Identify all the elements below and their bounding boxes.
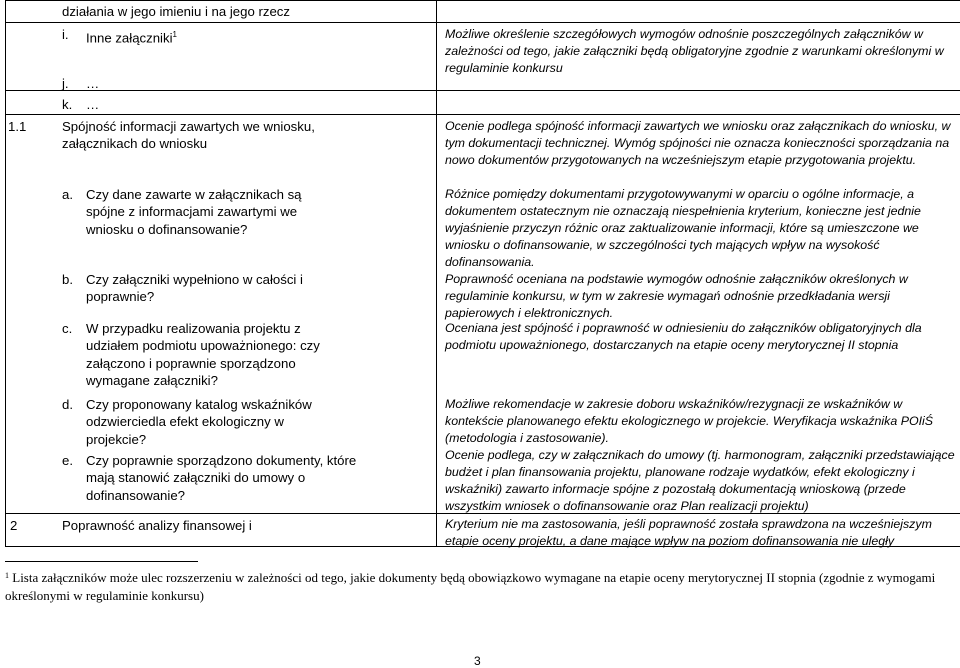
- item-e-number: e.: [62, 453, 73, 468]
- item-e-label: Czy poprawnie sporządzono dokumenty, które mają stanowić załączniki do umowy o dofinansowanie?: [86, 453, 357, 503]
- item-j-label: …: [86, 76, 100, 91]
- item-e-description: Ocenie podlega, czy w załącznikach do umowy (tj. harmonogram, załączniki przedstawiające budżet i plan finansowania projektu, planowane rodzaje wydatków, efekt ekologiczny i wskaźniki) zawarto informacje spójne z pozostałą dokumentacją wnioskową (przede wszystkim wniosek o dofinansowanie oraz Plan realizacji projektu): [445, 448, 955, 513]
- section-2-title: Poprawność analizy finansowej i: [62, 518, 252, 533]
- page-number: 3: [474, 654, 481, 668]
- footnote: $^1$ Lista załączników może ulec rozszerzeniu w zależności od tego, jakie dokumenty będą obowiązkowo wymagane na etapie oceny merytorycznej II stopnia (zgodnie z wymogami określonymi w regulaminie konkursu): [5, 570, 936, 603]
- item-c-number: c.: [62, 321, 73, 336]
- row-divider: [5, 0, 960, 1]
- section-1-1-title: Spójność informacji zawartych we wniosku, załącznikach do wniosku: [62, 119, 315, 152]
- column-divider: [436, 0, 437, 546]
- section-1-1-number: 1.1: [8, 119, 27, 134]
- item-d-label: Czy proponowany katalog wskaźników odzwierciedla efekt ekologiczny w projekcie?: [86, 397, 312, 447]
- item-i-description: Możliwe określenie szczegółowych wymogów odnośnie poszczególnych załączników w zależności od tego, jakie załączniki będą obligatoryjne zgodnie z warunkami określonymi w regulaminie konkursu: [445, 27, 944, 75]
- section-2-description: Kryterium nie ma zastosowania, jeśli poprawność została sprawdzona na wcześniejszym etapie oceny projektu, a dane mające wpływ na poziom dofinansowania nie uległy: [445, 517, 932, 548]
- item-b-label: Czy załączniki wypełniono w całości i poprawnie?: [86, 272, 303, 305]
- row-divider: [5, 90, 960, 91]
- item-k-number: k.: [62, 97, 73, 112]
- item-k-label: …: [86, 97, 100, 112]
- item-j-number: j.: [62, 76, 69, 91]
- footnote-separator: [5, 561, 198, 562]
- top-row-text: działania w jego imieniu i na jego rzecz: [62, 4, 290, 19]
- item-d-number: d.: [62, 397, 73, 412]
- item-b-number: b.: [62, 272, 73, 287]
- section-2-number: 2: [10, 518, 18, 533]
- item-i-number: i.: [62, 27, 69, 42]
- item-c-label: W przypadku realizowania projektu z udziałem podmiotu upoważnionego: czy załączono i poprawnie sporządzono wymagane załączniki?: [86, 321, 320, 389]
- item-b-description: Poprawność oceniana na podstawie wymogów odnośnie załączników określonych w regulaminie konkursu, w tym w zakresie wymagań odnośnie przedkładania wersji papierowych i elektronicznych.: [445, 272, 908, 320]
- item-d-description: Możliwe rekomendacje w zakresie doboru wskaźników/rezygnacji ze wskaźników w kontekście planowanego efektu ekologicznego w projekcie. Weryfikacja wskaźnika POIiŚ (metodologia i zastosowanie).: [445, 397, 934, 445]
- row-divider: [5, 22, 960, 23]
- item-a-number: a.: [62, 187, 73, 202]
- item-i-label: Inne załączniki$^1$: [86, 30, 177, 46]
- item-a-description: Różnice pomiędzy dokumentami przygotowywanymi w oparciu o ogólne informacje, a dokumentem ostatecznym nie oznaczają niespełnienia kryterium, konieczne jest jednie wyjaśnienie przyczyn różnic oraz zaktualizowanie informacji, które są umieszczone we wniosku o dofinansowanie, w szczególności tych mających wpływ na wysokość dofinansowania.: [445, 187, 921, 269]
- section-1-1-description: Ocenie podlega spójność informacji zawartych we wniosku oraz załącznikach do wniosku, w tym dokumentacji technicznej. Wymóg spójności nie oznacza konieczności sporządzania na nowo dokumentów przygotowanych na wcześniejszym etapie przygotowania projektu.: [445, 119, 951, 167]
- row-divider: [5, 114, 960, 115]
- item-a-label: Czy dane zawarte w załącznikach są spójne z informacjami zawartymi we wniosku o dofinansowanie?: [86, 187, 302, 237]
- item-c-description: Oceniana jest spójność i poprawność w odniesieniu do załączników obligatoryjnych dla podmiotu upoważnionego, dostarczanych na etapie oceny merytorycznej II stopnia: [445, 321, 922, 352]
